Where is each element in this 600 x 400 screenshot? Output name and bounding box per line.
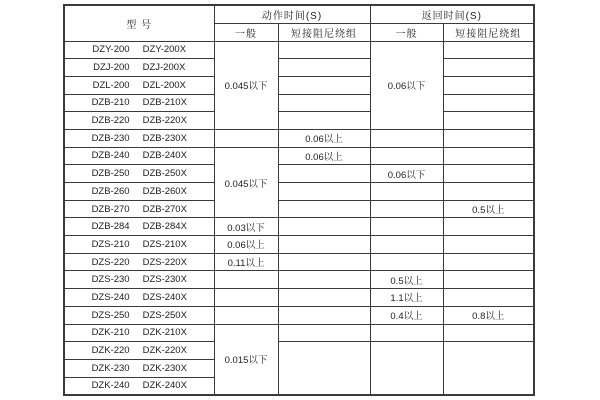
model-name-x: DZB-230X xyxy=(142,132,187,144)
header-row-1 xyxy=(64,5,534,23)
return-damped-cell xyxy=(443,324,534,342)
model-name-x: DZK-210X xyxy=(142,327,187,339)
table-row xyxy=(64,129,534,147)
return-general-cell xyxy=(370,342,443,395)
action-damped-cell xyxy=(278,59,370,77)
return-damped-cell xyxy=(443,236,534,254)
model-name-x: DZS-240X xyxy=(142,291,187,303)
return-damped-cell xyxy=(443,76,534,94)
action-damped-cell xyxy=(278,76,370,94)
model-cell xyxy=(64,41,214,59)
model-cell xyxy=(64,200,214,218)
return-general-cell xyxy=(370,218,443,236)
model-cell xyxy=(64,218,214,236)
model-name: DZB-230 xyxy=(91,132,130,144)
return-damped-cell xyxy=(443,289,534,307)
model-name-x: DZK-240X xyxy=(142,380,187,392)
table-row xyxy=(64,253,534,271)
table-row xyxy=(64,59,534,77)
model-name: DZB-260 xyxy=(91,185,130,197)
table-row xyxy=(64,183,534,201)
table-row xyxy=(64,271,534,289)
action-general-cell xyxy=(214,306,278,324)
action-general-cell: 0.045以下 xyxy=(214,147,278,218)
return-damped-cell xyxy=(443,271,534,289)
return-general-cell xyxy=(370,253,443,271)
action-damped-cell xyxy=(278,236,370,254)
table-row xyxy=(64,236,534,254)
model-name-x: DZK-220X xyxy=(142,345,187,357)
model-name: DZY-200 xyxy=(92,44,130,56)
action-general-cell: 0.11以上 xyxy=(214,253,278,271)
model-cell xyxy=(64,253,214,271)
action-damped-cell xyxy=(278,271,370,289)
table-row xyxy=(64,41,534,59)
action-general-cell: 0.06以上 xyxy=(214,236,278,254)
model-cell xyxy=(64,129,214,147)
return-damped-cell: 0.5以上 xyxy=(443,200,534,218)
model-name: DZK-210 xyxy=(91,327,130,339)
model-name: DZB-270 xyxy=(91,203,130,215)
model-cell xyxy=(64,76,214,94)
header-action-time: 动作时间(S) xyxy=(214,5,370,23)
action-damped-cell xyxy=(278,342,370,395)
model-name: DZS-250 xyxy=(91,309,130,321)
return-general-cell xyxy=(370,183,443,201)
action-damped-cell xyxy=(278,200,370,218)
model-cell xyxy=(64,59,214,77)
table-row xyxy=(64,112,534,130)
model-name-x: DZB-284X xyxy=(142,221,187,233)
relay-timing-spec-table xyxy=(63,4,535,396)
header-return-general: 一般 xyxy=(370,23,443,41)
model-name: DZB-240 xyxy=(91,150,130,162)
action-general-cell: 0.015以下 xyxy=(214,324,278,395)
model-name-x: DZY-200X xyxy=(142,44,187,56)
table-row xyxy=(64,289,534,307)
table-row xyxy=(64,342,534,360)
return-damped-cell xyxy=(443,129,534,147)
return-damped-cell xyxy=(443,59,534,77)
model-cell xyxy=(64,165,214,183)
return-damped-cell xyxy=(443,165,534,183)
model-cell xyxy=(64,342,214,360)
model-name-x: DZL-200X xyxy=(142,79,186,91)
return-general-cell xyxy=(370,200,443,218)
action-damped-cell xyxy=(278,41,370,59)
model-name: DZB-220 xyxy=(91,115,130,127)
table-row xyxy=(64,94,534,112)
model-name-x: DZB-270X xyxy=(142,203,187,215)
return-general-cell: 0.5以上 xyxy=(370,271,443,289)
action-damped-cell xyxy=(278,112,370,130)
table-row xyxy=(64,200,534,218)
model-cell xyxy=(64,271,214,289)
return-general-cell xyxy=(370,129,443,147)
action-damped-cell xyxy=(278,306,370,324)
model-name: DZS-220 xyxy=(91,256,130,268)
model-name: DZL-200 xyxy=(92,79,130,91)
model-cell xyxy=(64,183,214,201)
model-name-x: DZK-230X xyxy=(142,362,187,374)
return-general-cell: 0.06以下 xyxy=(370,41,443,129)
return-damped-cell xyxy=(443,342,534,395)
model-name: DZS-210 xyxy=(91,238,130,250)
model-cell xyxy=(64,94,214,112)
return-general-cell: 0.06以下 xyxy=(370,165,443,183)
return-general-cell xyxy=(370,147,443,165)
header-return-time: 返回时间(S) xyxy=(370,5,534,23)
action-damped-cell xyxy=(278,165,370,183)
model-name: DZB-284 xyxy=(91,221,130,233)
header-return-damped: 短接阻尼绕组 xyxy=(443,23,534,41)
model-name: DZB-210 xyxy=(91,97,130,109)
action-general-cell: 0.045以下 xyxy=(214,41,278,129)
model-name-x: DZB-210X xyxy=(142,97,187,109)
return-general-cell xyxy=(370,236,443,254)
model-cell xyxy=(64,377,214,395)
model-name: DZJ-200 xyxy=(93,62,130,74)
action-damped-cell xyxy=(278,183,370,201)
table-row xyxy=(64,76,534,94)
model-cell xyxy=(64,359,214,377)
model-name: DZS-230 xyxy=(91,274,130,286)
action-damped-cell xyxy=(278,289,370,307)
return-damped-cell xyxy=(443,41,534,59)
table-row xyxy=(64,147,534,165)
action-general-cell xyxy=(214,129,278,147)
model-name: DZB-250 xyxy=(91,168,130,180)
model-name-x: DZB-240X xyxy=(142,150,187,162)
action-general-cell xyxy=(214,271,278,289)
model-name: DZK-230 xyxy=(91,362,130,374)
return-general-cell: 1.1以上 xyxy=(370,289,443,307)
model-name-x: DZB-250X xyxy=(142,168,187,180)
header-model: 型 号 xyxy=(64,5,214,41)
header-action-general: 一般 xyxy=(214,23,278,41)
action-damped-cell xyxy=(278,218,370,236)
model-name-x: DZS-250X xyxy=(142,309,187,321)
return-damped-cell xyxy=(443,253,534,271)
action-damped-cell xyxy=(278,94,370,112)
table-row xyxy=(64,324,534,342)
model-name: DZK-240 xyxy=(91,380,130,392)
model-cell xyxy=(64,147,214,165)
model-cell xyxy=(64,306,214,324)
return-general-cell: 0.4以上 xyxy=(370,306,443,324)
return-damped-cell xyxy=(443,218,534,236)
return-damped-cell xyxy=(443,94,534,112)
model-cell xyxy=(64,324,214,342)
return-damped-cell xyxy=(443,183,534,201)
model-cell xyxy=(64,112,214,130)
model-name-x: DZS-230X xyxy=(142,274,187,286)
action-damped-cell: 0.06以上 xyxy=(278,147,370,165)
action-damped-cell xyxy=(278,324,370,342)
model-name-x: DZJ-200X xyxy=(142,62,186,74)
model-cell xyxy=(64,289,214,307)
action-damped-cell: 0.06以上 xyxy=(278,129,370,147)
return-damped-cell xyxy=(443,147,534,165)
model-name: DZS-240 xyxy=(91,291,130,303)
return-damped-cell xyxy=(443,112,534,130)
action-general-cell xyxy=(214,289,278,307)
model-name: DZK-220 xyxy=(91,345,130,357)
model-name-x: DZB-220X xyxy=(142,115,187,127)
table-row xyxy=(64,218,534,236)
table-row xyxy=(64,165,534,183)
model-name-x: DZS-220X xyxy=(142,256,187,268)
action-general-cell: 0.03以下 xyxy=(214,218,278,236)
action-damped-cell xyxy=(278,253,370,271)
header-action-damped: 短接阻尼绕组 xyxy=(278,23,370,41)
model-cell xyxy=(64,236,214,254)
model-name-x: DZB-260X xyxy=(142,185,187,197)
table-row xyxy=(64,306,534,324)
model-name-x: DZS-210X xyxy=(142,238,187,250)
return-damped-cell: 0.8以上 xyxy=(443,306,534,324)
return-general-cell xyxy=(370,324,443,342)
